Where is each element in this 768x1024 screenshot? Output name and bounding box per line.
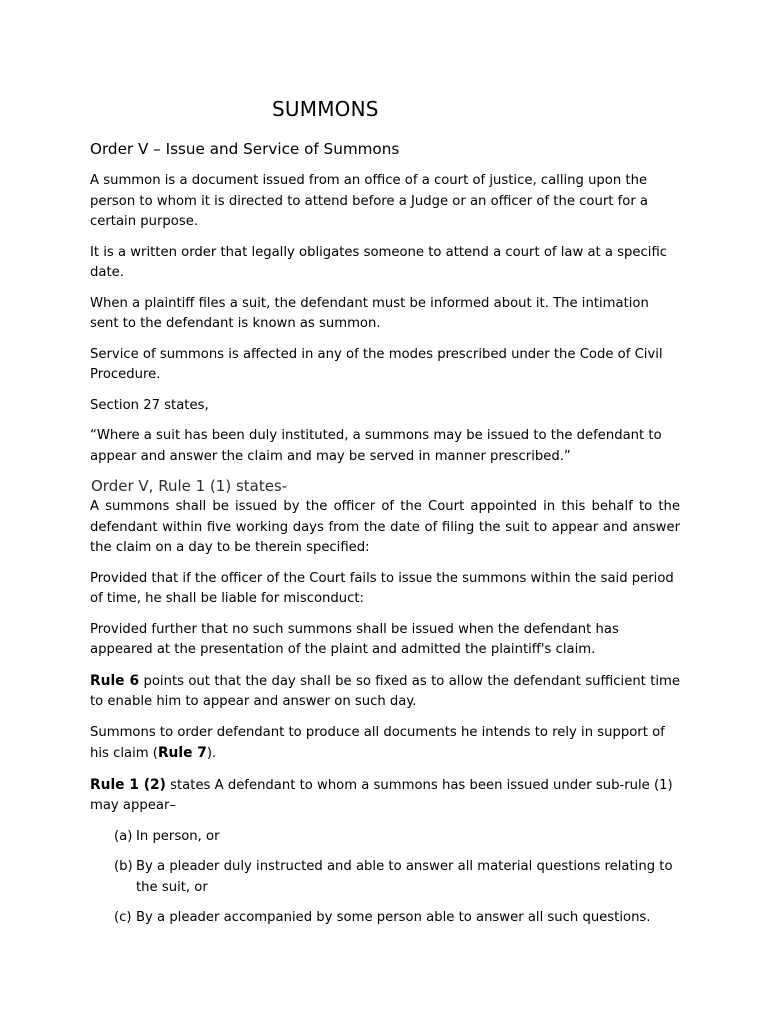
paragraph-service-modes: Service of summons is affected in any of the modes prescribed under the Code of Civil Procedure.	[90, 346, 663, 382]
appearance-options-list	[114, 827, 680, 929]
list-marker: (c)	[114, 910, 132, 925]
document-title: SUMMONS	[272, 97, 379, 121]
paragraph-rule-1-2	[90, 775, 680, 817]
rule-6-text: points out that the day shall be so fixed as to allow the defendant sufficient time to enable him to appear and answer on such day.	[90, 673, 681, 709]
list-item	[114, 827, 680, 848]
paragraph-written-order: It is a written order that legally obligates someone to attend a court of law at a specific date.	[90, 244, 667, 280]
rule-7-after: ).	[206, 746, 217, 761]
list-marker: (a)	[114, 828, 133, 844]
document-page	[90, 96, 680, 939]
rule-1-heading: Order V, Rule 1 (1) states-	[91, 477, 288, 495]
paragraph-rule-7	[90, 723, 680, 765]
paragraph-definition: A summon is a document issued from an office of a court of justice, calling upon the person to whom it is directed to attend before a Judge or an officer of the court for a certain purpose.	[90, 173, 649, 229]
rule-7-before: Summons to order defendant to produce all documents he intends to rely in support of his claim (	[90, 724, 665, 761]
list-item	[114, 857, 680, 898]
rule-1-2-label: Rule 1 (2)	[90, 776, 166, 793]
paragraph-rule-6	[90, 671, 680, 713]
list-item-text: By a pleader duly instructed and able to answer all material questions relating to the suit, or	[136, 859, 673, 895]
rule-7-label: Rule 7	[157, 745, 207, 761]
section-heading: Order V – Issue and Service of Summons	[90, 140, 400, 158]
list-item	[114, 908, 680, 929]
list-item-text: By a pleader accompanied by some person able to answer all such questions.	[136, 910, 651, 925]
paragraph-section-27-quote: “Where a suit has been duly instituted, a summons may be issued to the defendant to appear and answer the claim and may be served in manner prescribed.”	[90, 428, 662, 464]
list-item-text: In person, or	[136, 828, 220, 844]
paragraph-proviso-misconduct: Provided that if the officer of the Court fails to issue the summons within the said period of time, he shall be liable for misconduct:	[90, 570, 674, 606]
rule-6-label: Rule 6	[90, 672, 140, 689]
paragraph-proviso-appearance: Provided further that no such summons shall be issued when the defendant has appeared at the presentation of the plaint and admitted the plaintiff's claim.	[90, 621, 619, 657]
paragraph-plaintiff-files: When a plaintiff files a suit, the defendant must be informed about it. The intimation sent to the defendant is known as summon.	[90, 295, 649, 331]
paragraph-rule-1: A summons shall be issued by the officer of the Court appointed in this behalf to the defendant within five working days from the date of filing the suit to appear and answer the claim on a day to be therein specified:	[90, 499, 680, 555]
paragraph-section-27: Section 27 states,	[90, 397, 209, 413]
rule-1-2-text: states A defendant to whom a summons has been issued under sub-rule (1) may appear–	[90, 777, 673, 813]
list-marker: (b)	[114, 859, 133, 874]
